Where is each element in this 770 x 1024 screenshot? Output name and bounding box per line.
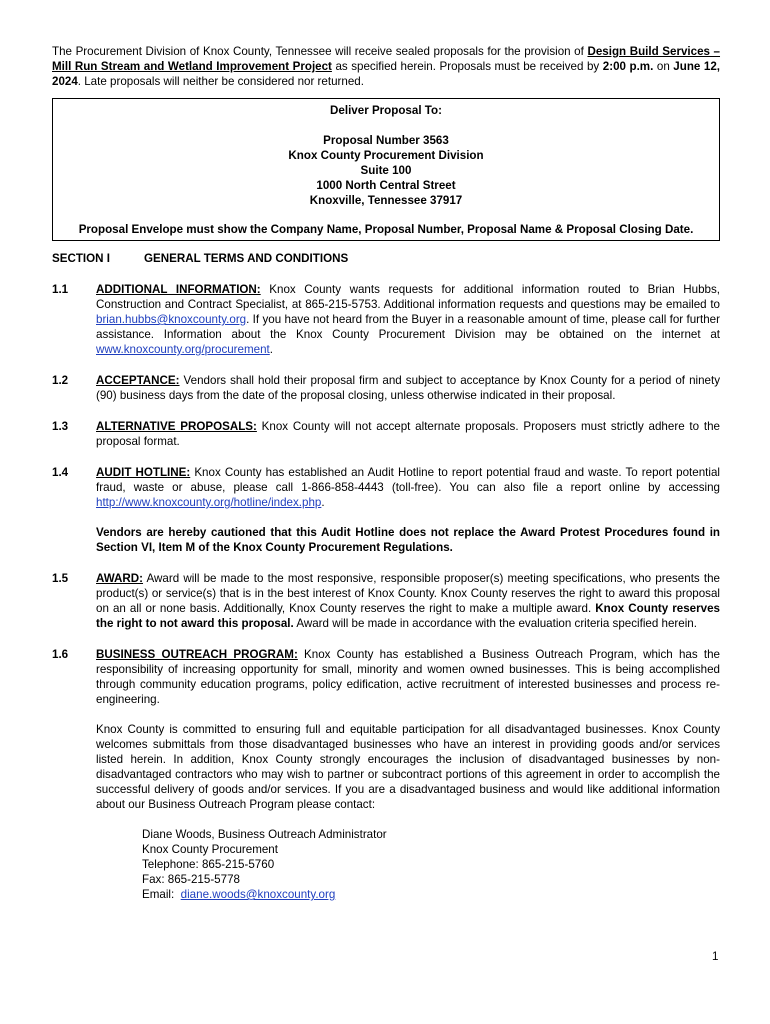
item-text: Award will be made to the most responsive, responsible proposer(s) meeting specifications, who presents the product(s) or service(s) that is in the best interest of Knox County. Knox County reserves the right to award this proposal on an all or none basis. Additionally, Knox County reserves the right to make a multiple award. xyxy=(96,572,720,615)
contact-email-row xyxy=(142,887,720,902)
item-1-5 xyxy=(52,571,720,631)
intro-text: The Procurement Division of Knox County, Tennessee will receive sealed proposals for the provision of xyxy=(52,45,588,58)
item-text: . xyxy=(269,343,274,356)
item-title: AWARD: xyxy=(96,572,144,585)
item-title: ALTERNATIVE PROPOSALS: xyxy=(96,420,257,433)
contact-email-label: Email: xyxy=(142,888,181,901)
item-text: Knox County will not accept alternate proposals. Proposers must strictly adhere to the proposal format. xyxy=(96,420,721,448)
due-date: June 12, 2024 xyxy=(52,60,720,88)
item-number: 1.6 xyxy=(52,648,69,661)
intro-paragraph xyxy=(52,44,720,89)
item-number: 1.1 xyxy=(52,283,69,296)
contact-block xyxy=(142,827,720,902)
outreach-paragraph: Knox County is committed to ensuring full and equitable participation for all disadvantaged businesses. Knox County welcomes submittals from those disadvantaged businesses who have an interest in providing goods and/or services listed herein. In addition, Knox County strongly encourages the inclusion of disadvantaged businesses by non-disadvantaged contractors who may wish to partner or subcontract portions of this agreement in order to accomplish the successful delivery of goods and/or services. If you are a disadvantaged business and would like additional information about our Business Outreach Program please contact: xyxy=(96,723,720,811)
item-number: 1.2 xyxy=(52,374,69,387)
deliver-heading: Deliver Proposal To: xyxy=(330,104,442,117)
buyer-email-link[interactable]: brian.hubbs@knoxcounty.org xyxy=(96,313,247,326)
item-text: Knox County has established an Audit Hotline to report potential fraud and waste. To report potential fraud, waste or abuse, please call 1-866-858-4443 (toll-free). You can also file a report online by accessing xyxy=(96,466,720,494)
section-heading xyxy=(52,251,720,266)
page-number: 1 xyxy=(712,950,719,963)
item-text: Award will be made in accordance with the evaluation criteria specified herein. xyxy=(293,617,697,630)
contact-fax: Fax: 865-215-5778 xyxy=(142,873,240,886)
document-page xyxy=(52,44,720,918)
item-1-3 xyxy=(52,419,720,449)
procurement-url-link[interactable]: www.knoxcounty.org/procurement xyxy=(96,343,270,356)
award-reservation: Knox County reserves the right to not award this proposal. xyxy=(96,602,720,630)
envelope-note: Proposal Envelope must show the Company Name, Proposal Number, Proposal Name & Proposal Closing Date. xyxy=(78,223,694,236)
item-number: 1.4 xyxy=(52,466,69,479)
contact-email-link[interactable]: diane.woods@knoxcounty.org xyxy=(180,888,336,901)
address-line: 1000 North Central Street xyxy=(316,179,456,192)
item-title: ADDITIONAL INFORMATION: xyxy=(96,283,261,296)
address-line: Suite 100 xyxy=(360,164,412,177)
item-1-1 xyxy=(52,282,720,357)
due-time: 2:00 p.m. xyxy=(602,60,654,73)
item-text: Vendors shall hold their proposal firm and subject to acceptance by Knox County for a period of ninety (90) business days from the date of the proposal closing, unless otherwise indicated in their proposal. xyxy=(96,374,720,402)
item-1-2 xyxy=(52,373,720,403)
item-number: 1.5 xyxy=(52,572,69,585)
item-number: 1.3 xyxy=(52,420,69,433)
intro-text: as specified herein. Proposals must be received by xyxy=(331,60,603,73)
section-title: GENERAL TERMS AND CONDITIONS xyxy=(144,252,349,265)
item-1-4 xyxy=(52,465,720,555)
contact-name: Diane Woods, Business Outreach Administrator xyxy=(142,828,387,841)
intro-text: . Late proposals will neither be considered nor returned. xyxy=(77,75,364,88)
address-line: Knox County Procurement Division xyxy=(288,149,484,162)
item-1-6 xyxy=(52,647,720,902)
contact-org: Knox County Procurement xyxy=(142,843,278,856)
item-title: ACCEPTANCE: xyxy=(96,374,180,387)
proposal-number: Proposal Number 3563 xyxy=(323,134,449,147)
address-line: Knoxville, Tennessee 37917 xyxy=(309,194,463,207)
section-number: SECTION I xyxy=(52,252,110,265)
item-text: Knox County has established a Business Outreach Program, which has the responsibility of increasing opportunity for small, minority and women owned businesses. This is being accomplished through community education programs, policy edification, active recruitment of interested businesses and process re-engineering. xyxy=(96,648,720,706)
project-name: Design Build Services – Mill Run Stream and Wetland Improvement Project xyxy=(52,45,721,73)
item-text: . If you have not heard from the Buyer in a reasonable amount of time, please call for further assistance. Information about the Knox County Procurement Division may be obtained on the internet at xyxy=(96,313,720,341)
deliver-proposal-box xyxy=(52,98,720,241)
item-title: AUDIT HOTLINE: xyxy=(96,466,191,479)
item-text: . xyxy=(321,496,325,509)
audit-caution: Vendors are hereby cautioned that this Audit Hotline does not replace the Award Protest Procedures found in Section VI, Item M of the Knox County Procurement Regulations. xyxy=(96,526,720,554)
hotline-url-link[interactable]: http://www.knoxcounty.org/hotline/index.php xyxy=(96,496,322,509)
intro-text: on xyxy=(653,60,674,73)
contact-phone: Telephone: 865-215-5760 xyxy=(142,858,275,871)
item-title: BUSINESS OUTREACH PROGRAM: xyxy=(96,648,298,661)
item-text: Knox County wants requests for additional information routed to Brian Hubbs, Construction and Contract Specialist, at 865-215-5753. Additional information requests and questions may be emailed to xyxy=(96,283,720,311)
